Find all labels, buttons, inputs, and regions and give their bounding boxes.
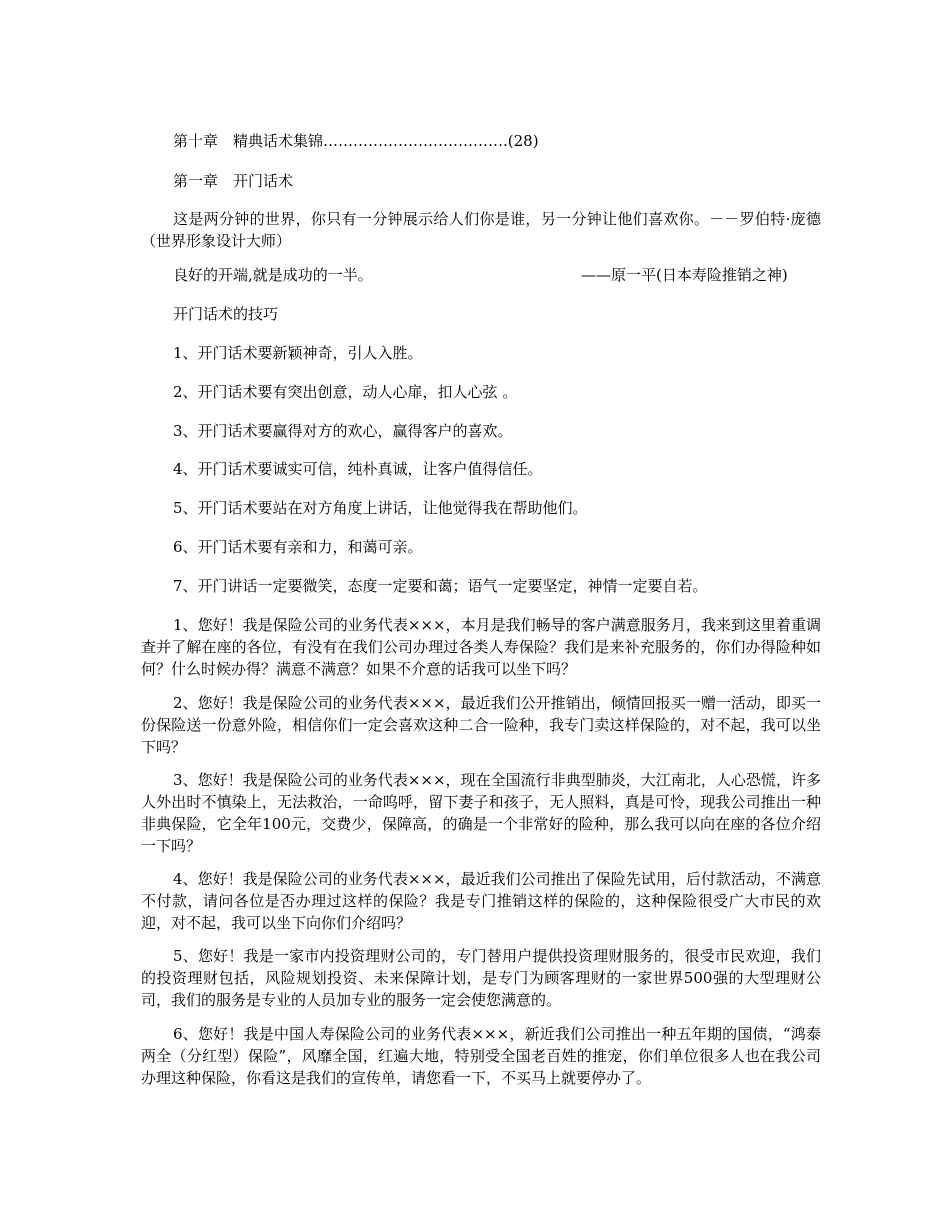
example-paragraph: 4、您好！我是保险公司的业务代表×××，最近我们公司推出了保险先试用，后付款活动，不满意不付款，请问各位是否办理过这样的保险？我是专门推销这样的保险的，这种保险很受广大市民的欢迎，对不起，我可以坐下向你们介绍吗？ — [141, 870, 821, 932]
tip-item: 4、开门话术要诚实可信，纯朴真诚，让客户值得信任。 — [173, 460, 543, 478]
tip-item: 6、开门话术要有亲和力，和蔼可亲。 — [173, 538, 423, 556]
intro-quote: 这是两分钟的世界，你只有一分钟展示给人们你是谁，另一分钟让他们喜欢你。－－罗伯特·庞德（世界形象设计大师） — [141, 210, 821, 250]
good-start-quote — [173, 264, 813, 286]
example-paragraph: 6、您好！我是中国人寿保险公司的业务代表×××，新近我们公司推出一种五年期的国债，“鸿泰两全（分红型）保险”，风靡全国，红遍大地，特别受全国老百姓的推宠，你们单位很多人也在我公司办理这种保险，你看这是我们的宣传单，请您看一下，不买马上就要停办了。 — [141, 1025, 821, 1087]
tip-item: 7、开门讲话一定要微笑，态度一定要和蔼；语气一定要坚定，神情一定要自若。 — [173, 577, 708, 595]
tip-item: 2、开门话术要有突出创意，动人心扉，扣人心弦 。 — [173, 383, 518, 401]
good-start-quote-author: ——原一平(日本寿险推销之神) — [581, 266, 788, 284]
example-paragraph: 2、您好！我是保险公司的业务代表×××，最近我们公开推销出，倾情回报买一赠一活动，即买一份保险送一份意外险，相信你们一定会喜欢这种二合一险种，我专门卖这样保险的，对不起，我可以坐下吗？ — [141, 694, 821, 756]
toc-entry-chapter-ten: 第十章 精典话术集锦……………………………….(28) — [173, 132, 539, 150]
example-paragraph: 1、您好！我是保险公司的业务代表×××，本月是我们畅导的客户满意服务月，我来到这里着重调查并了解在座的各位，有没有在我们公司办理过各类人寿保险？我们是来补充服务的，你们办得险种如何？什么时候办得？满意不满意？如果不介意的话我可以坐下吗？ — [141, 616, 821, 678]
example-paragraph: 3、您好！我是保险公司的业务代表×××，现在全国流行非典型肺炎，大江南北，人心恐慌，许多人外出时不慎染上，无法救治，一命呜呼，留下妻子和孩子，无人照料，真是可怜，现我公司推出一种非典保险，它全年100元，交费少，保障高，的确是一个非常好的险种，那么我可以向在座的各位介绍一下吗？ — [141, 771, 821, 855]
tips-heading: 开门话术的技巧 — [173, 305, 279, 323]
good-start-quote-text: 良好的开端,就是成功的一半。 — [173, 266, 373, 284]
example-paragraph: 5、您好！我是一家市内投资理财公司的，专门替用户提供投资理财服务的，很受市民欢迎，我们的投资理财包括，风险规划投资、未来保障计划，是专门为顾客理财的一家世界500强的大型理财公司，我们的服务是专业的人员加专业的服务一定会使您满意的。 — [141, 947, 821, 1009]
chapter-title: 第一章 开门话术 — [173, 172, 294, 190]
tip-item: 5、开门话术要站在对方角度上讲话，让他觉得我在帮助他们。 — [173, 499, 588, 517]
tip-item: 1、开门话术要新颖神奇，引人入胜。 — [173, 344, 423, 362]
tip-item: 3、开门话术要赢得对方的欢心，赢得客户的喜欢。 — [173, 422, 513, 440]
